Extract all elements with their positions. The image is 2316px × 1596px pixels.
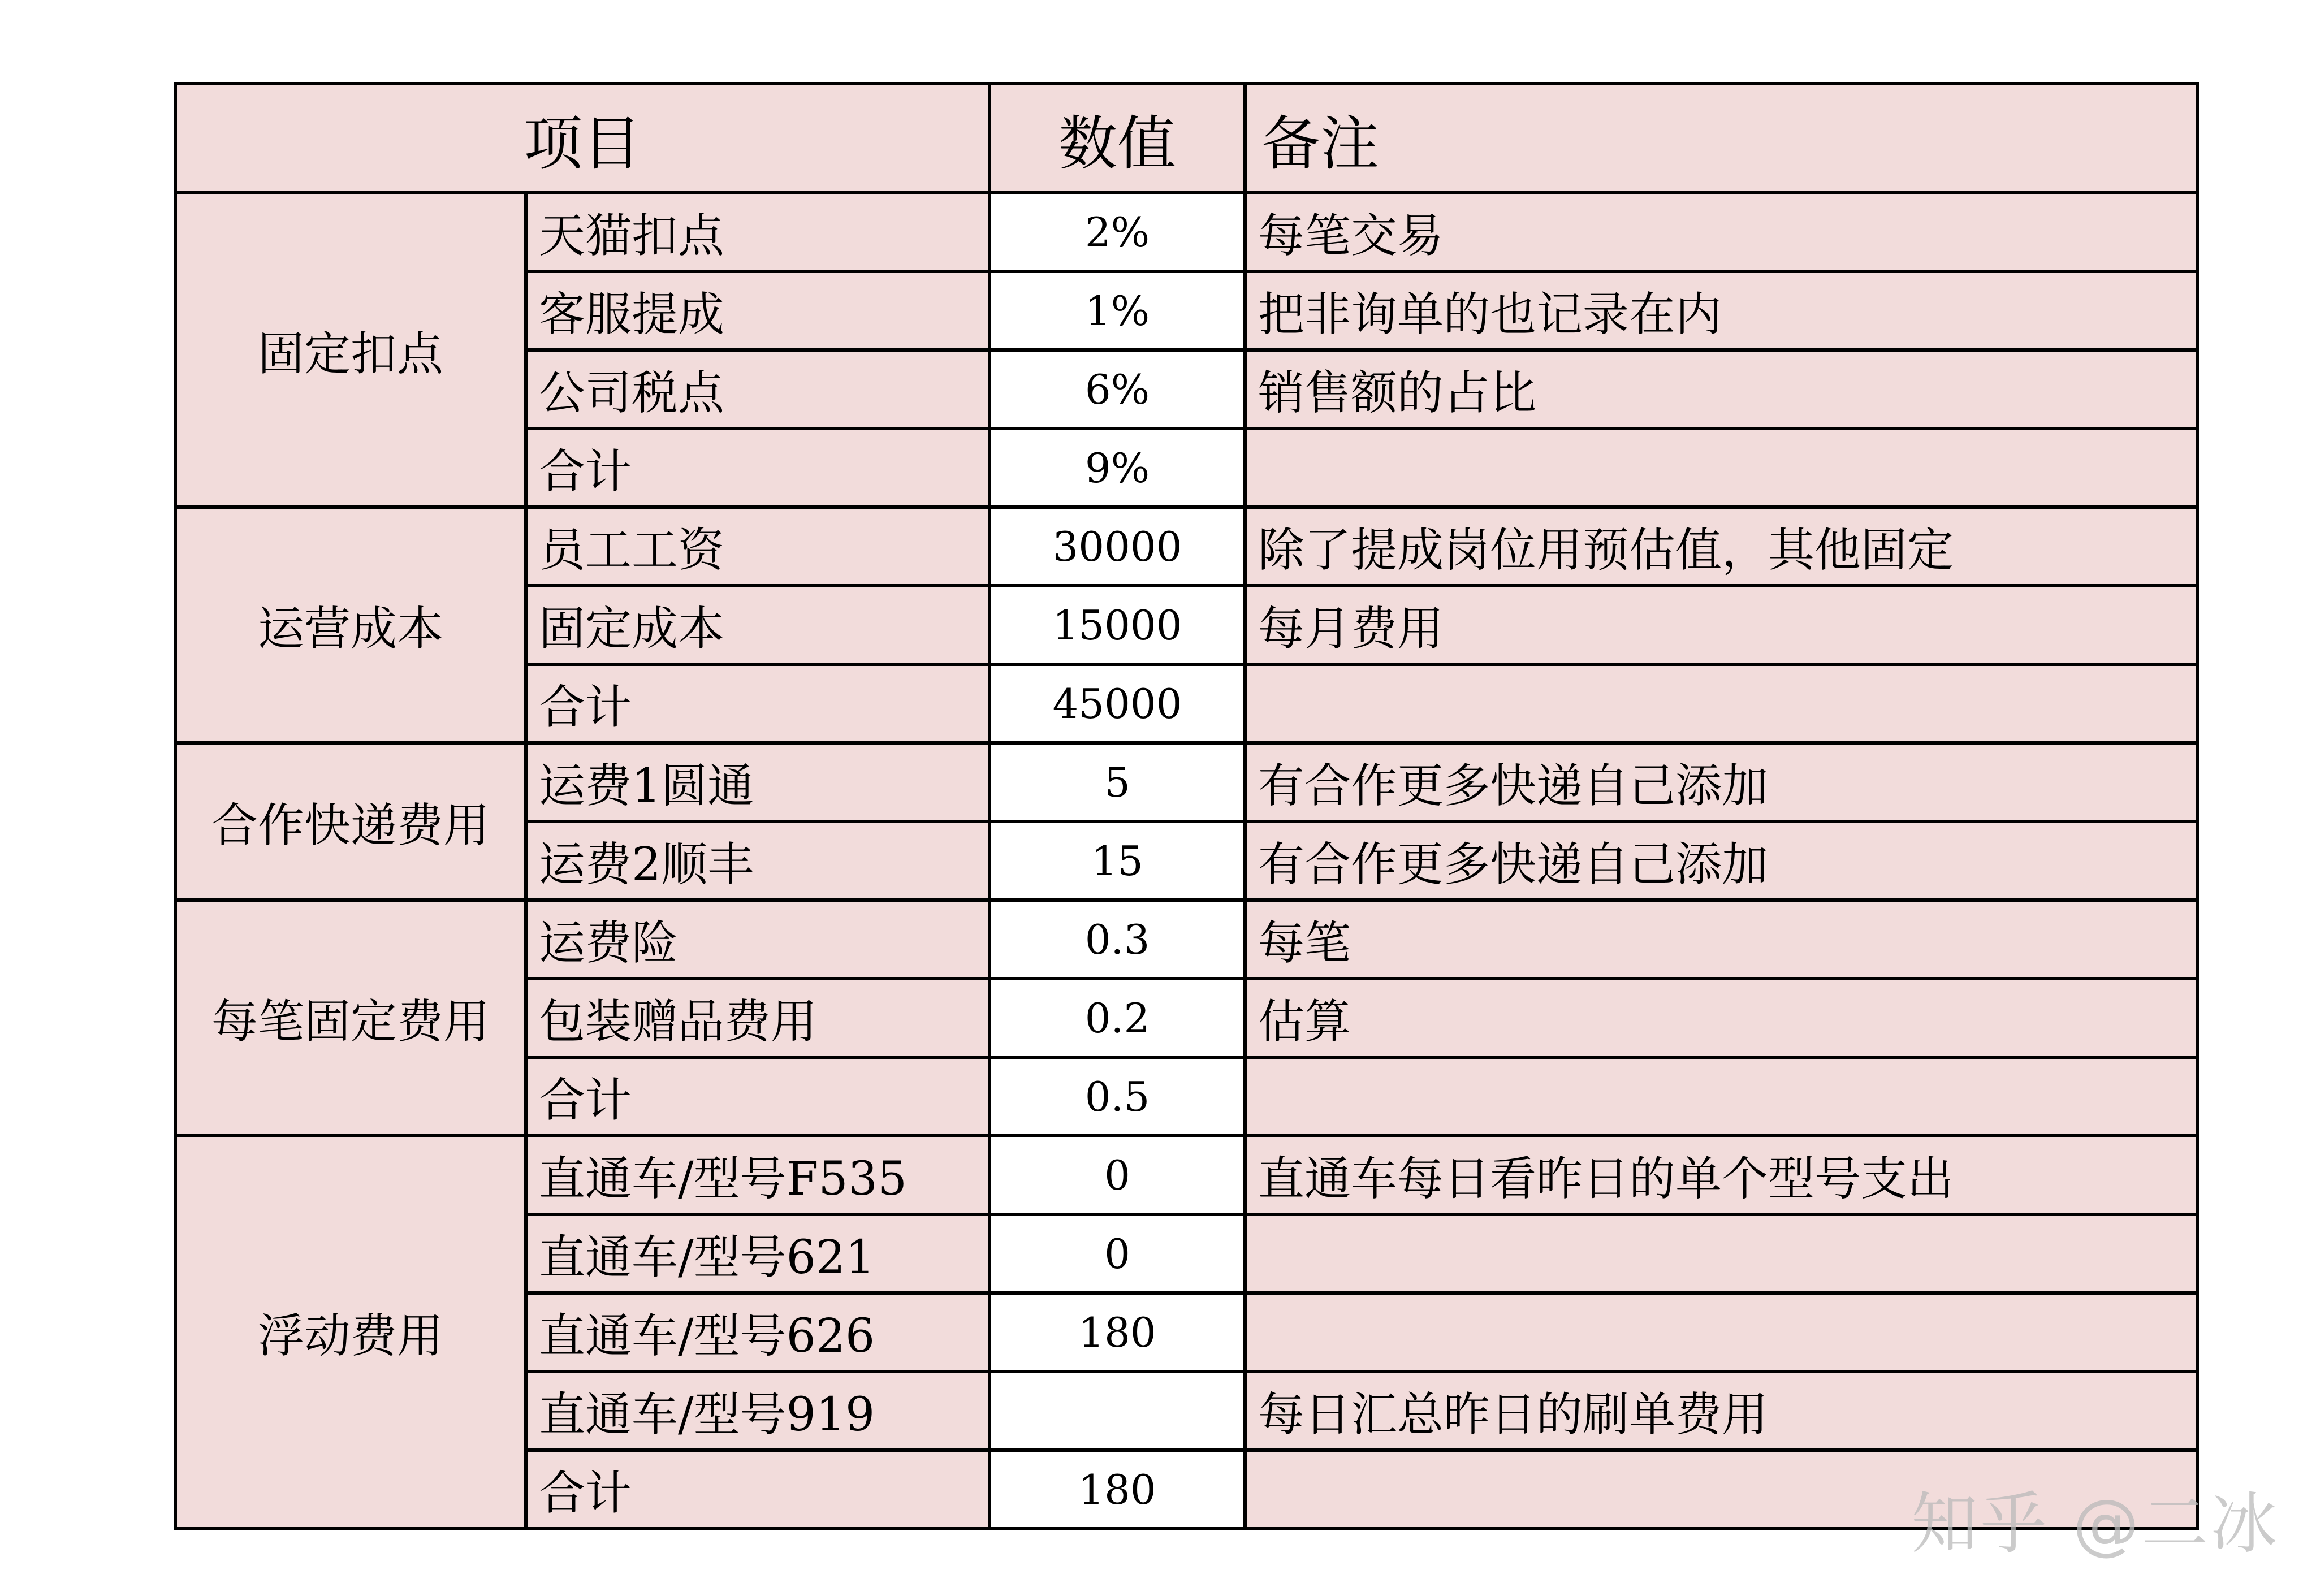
item-cell: 客服提成 (526, 271, 990, 350)
table-row (175, 900, 2197, 979)
value-cell: 6% (990, 350, 1245, 429)
note-cell (1245, 1214, 2197, 1293)
note-cell: 把非询单的也记录在内 (1245, 271, 2197, 350)
category-cell: 浮动费用 (175, 1136, 526, 1529)
item-cell: 合计 (526, 1450, 990, 1529)
note-cell (1245, 429, 2197, 507)
note-cell: 有合作更多快递自己添加 (1245, 743, 2197, 821)
item-cell: 直通车/型号626 (526, 1293, 990, 1372)
note-cell (1245, 1057, 2197, 1136)
value-cell: 30000 (990, 507, 1245, 586)
item-cell: 固定成本 (526, 586, 990, 664)
category-cell: 运营成本 (175, 507, 526, 743)
category-cell: 固定扣点 (175, 193, 526, 507)
item-cell: 运费1圆通 (526, 743, 990, 821)
table-row (175, 507, 2197, 586)
table-row (175, 193, 2197, 271)
value-cell (990, 1372, 1245, 1450)
item-cell: 运费2顺丰 (526, 821, 990, 900)
header-item: 项目 (175, 84, 990, 193)
note-cell: 销售额的占比 (1245, 350, 2197, 429)
value-cell: 0.2 (990, 979, 1245, 1057)
note-cell: 每日汇总昨日的刷单费用 (1245, 1372, 2197, 1450)
value-cell: 1% (990, 271, 1245, 350)
item-cell: 合计 (526, 429, 990, 507)
note-cell (1245, 1293, 2197, 1372)
category-cell: 合作快递费用 (175, 743, 526, 900)
item-cell: 员工工资 (526, 507, 990, 586)
value-cell: 180 (990, 1293, 1245, 1372)
item-cell: 合计 (526, 664, 990, 743)
item-cell: 直通车/型号621 (526, 1214, 990, 1293)
value-cell: 15 (990, 821, 1245, 900)
note-cell (1245, 664, 2197, 743)
value-cell: 5 (990, 743, 1245, 821)
note-cell: 每笔交易 (1245, 193, 2197, 271)
item-cell: 合计 (526, 1057, 990, 1136)
note-cell: 估算 (1245, 979, 2197, 1057)
note-cell: 有合作更多快递自己添加 (1245, 821, 2197, 900)
category-cell: 每笔固定费用 (175, 900, 526, 1136)
note-cell: 每月费用 (1245, 586, 2197, 664)
header-row (175, 84, 2197, 193)
item-cell: 运费险 (526, 900, 990, 979)
header-value: 数值 (990, 84, 1245, 193)
watermark: 知乎 @二冰 (1911, 1485, 2280, 1563)
value-cell: 0 (990, 1214, 1245, 1293)
value-cell: 2% (990, 193, 1245, 271)
value-cell: 0.5 (990, 1057, 1245, 1136)
cost-table (174, 82, 2199, 1530)
note-cell: 直通车每日看昨日的单个型号支出 (1245, 1136, 2197, 1214)
item-cell: 直通车/型号F535 (526, 1136, 990, 1214)
note-cell: 每笔 (1245, 900, 2197, 979)
value-cell: 0 (990, 1136, 1245, 1214)
item-cell: 包装赠品费用 (526, 979, 990, 1057)
value-cell: 15000 (990, 586, 1245, 664)
value-cell: 45000 (990, 664, 1245, 743)
item-cell: 公司税点 (526, 350, 990, 429)
item-cell: 天猫扣点 (526, 193, 990, 271)
header-note: 备注 (1245, 84, 2197, 193)
item-cell: 直通车/型号919 (526, 1372, 990, 1450)
table-row (175, 1136, 2197, 1214)
value-cell: 0.3 (990, 900, 1245, 979)
table-row (175, 743, 2197, 821)
value-cell: 9% (990, 429, 1245, 507)
value-cell: 180 (990, 1450, 1245, 1529)
note-cell: 除了提成岗位用预估值，其他固定 (1245, 507, 2197, 586)
